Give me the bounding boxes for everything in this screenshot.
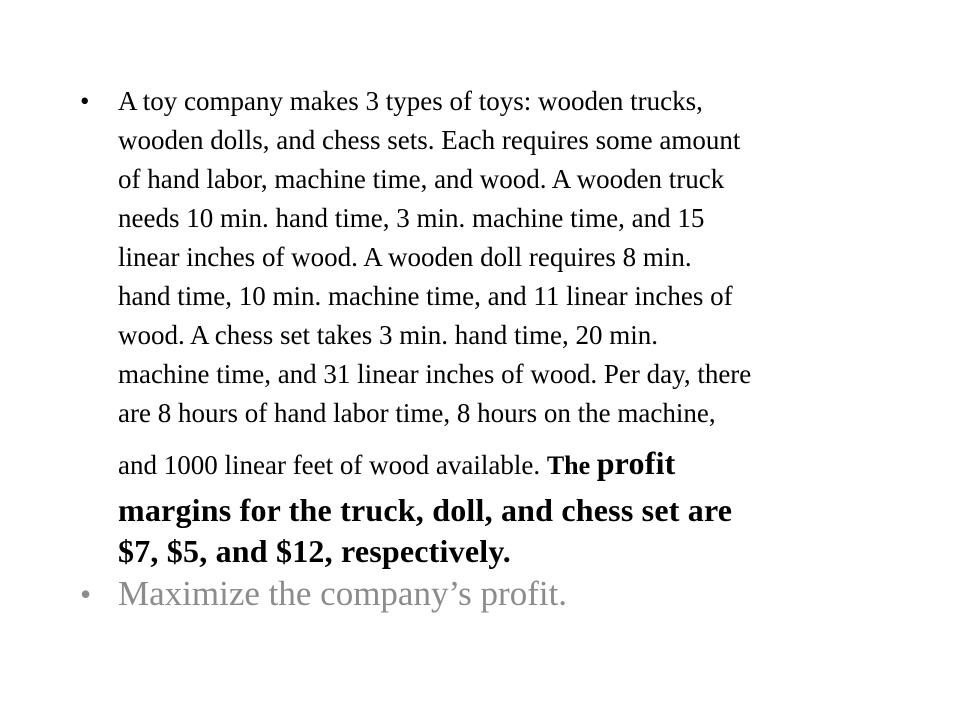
problem-line-10-plain: and 1000 linear feet of wood available. (118, 450, 547, 480)
problem-line-5: linear inches of wood. A wooden doll requires 8 min. (118, 242, 692, 272)
problem-line-9: are 8 hours of hand labor time, 8 hours on the machine, (118, 398, 716, 428)
problem-line-10 (118, 439, 880, 490)
problem-line-10-bold-large: profit (596, 445, 676, 481)
bullet-icon: • (80, 576, 92, 612)
task-text: Maximize the company’s profit. (118, 574, 568, 613)
problem-line-12: $7, $5, and $12, respectively. (118, 533, 511, 569)
problem-line-11: margins for the truck, doll, and chess set are (118, 492, 733, 528)
problem-line-6: hand time, 10 min. machine time, and 11 linear inches of (118, 281, 733, 311)
problem-line-2: wooden dolls, and chess sets. Each requires some amount (118, 125, 741, 155)
problem-line-1: A toy company makes 3 types of toys: wooden trucks, (118, 86, 703, 116)
problem-line-10-bold-small: The (546, 451, 597, 480)
problem-text (118, 82, 880, 572)
problem-line-7: wood. A chess set takes 3 min. hand time, 20 min. (118, 320, 658, 350)
problem-line-3: of hand labor, machine time, and wood. A wooden truck (118, 164, 725, 194)
problem-line-4: needs 10 min. hand time, 3 min. machine time, and 15 (118, 203, 705, 233)
bullet-icon: • (80, 86, 90, 116)
problem-line-8: machine time, and 31 linear inches of wood. Per day, there (118, 359, 752, 389)
